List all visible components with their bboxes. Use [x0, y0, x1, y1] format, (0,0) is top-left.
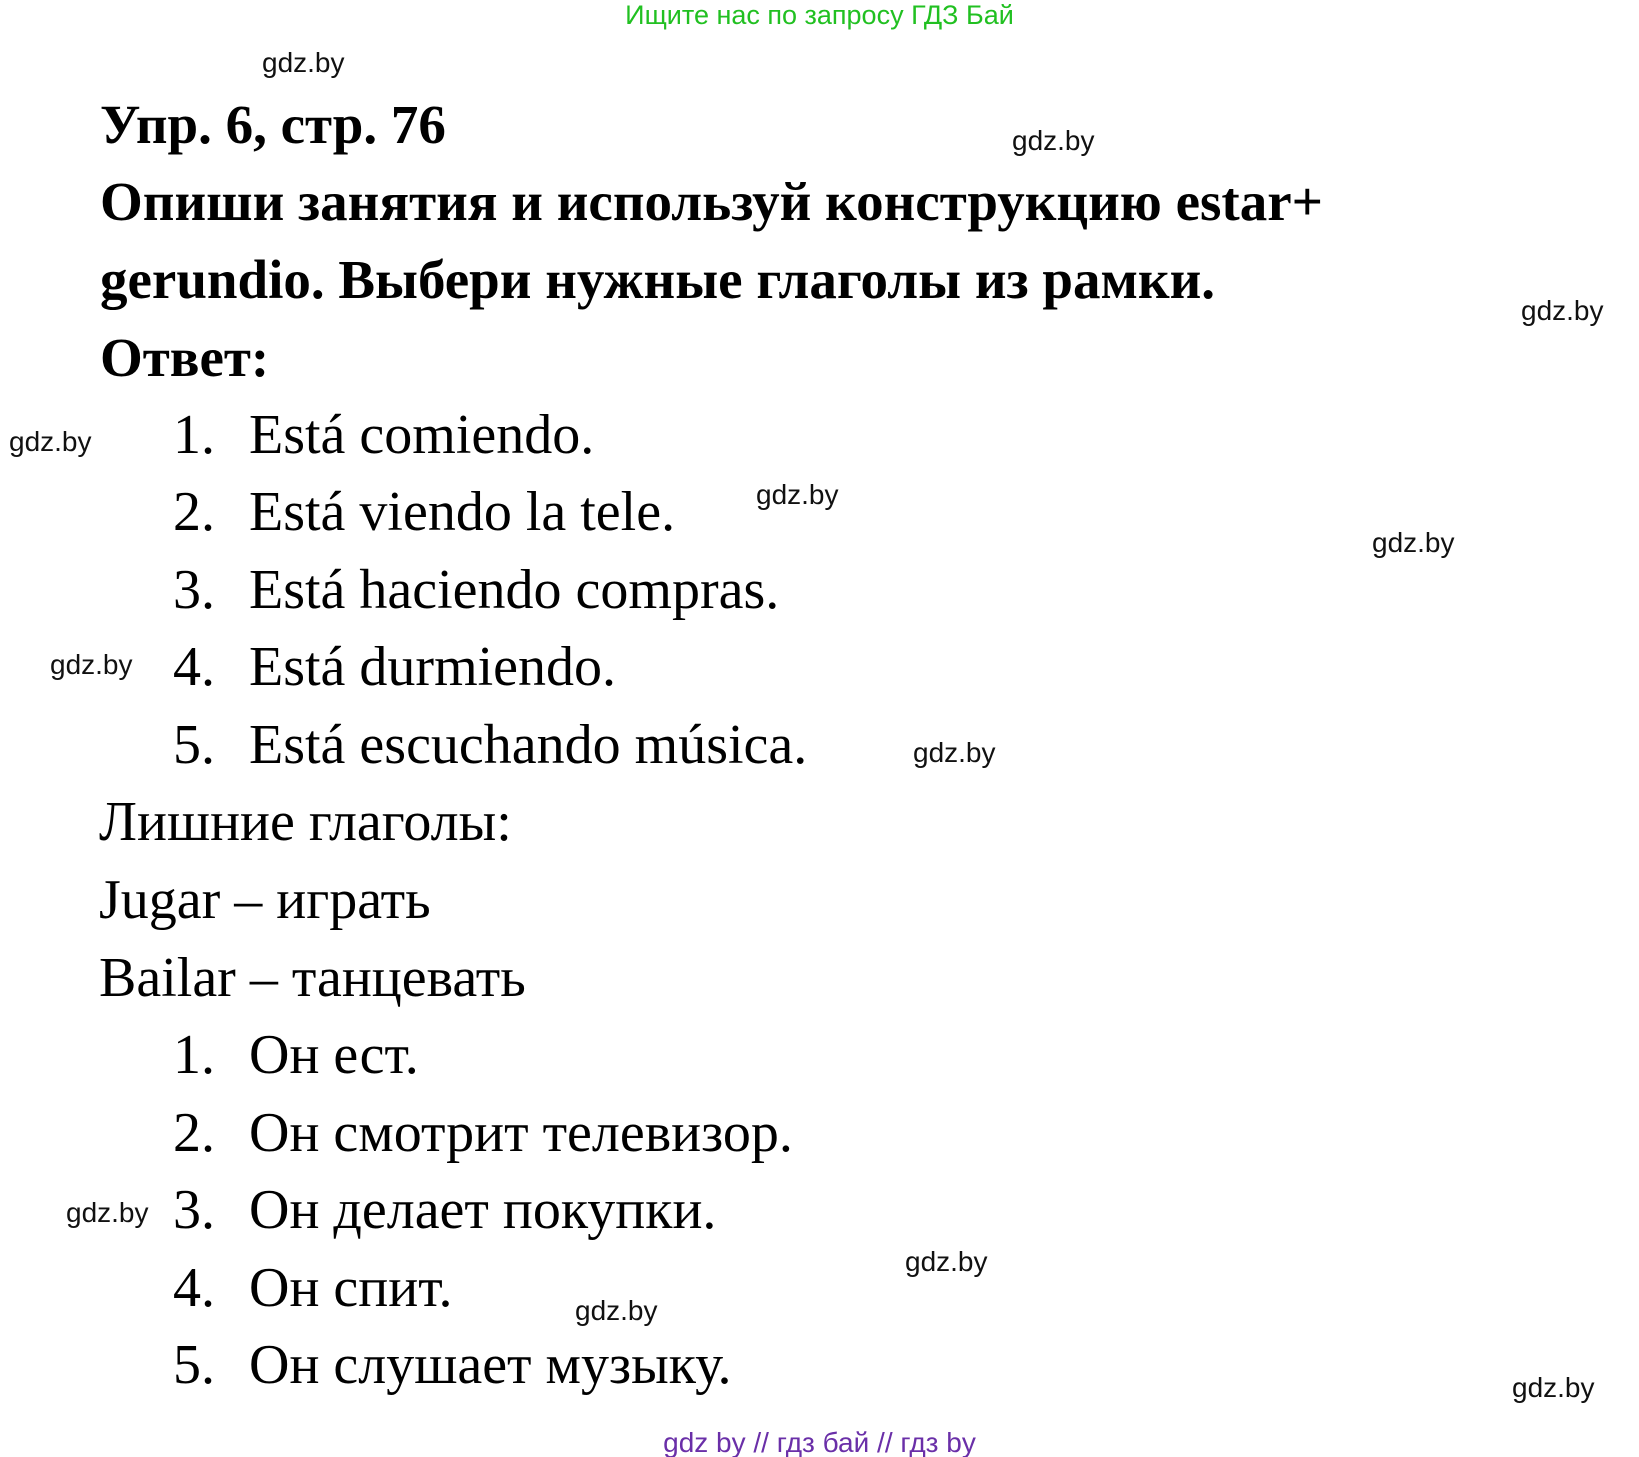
watermark: gdz.by: [575, 1295, 658, 1326]
list-number: 5.: [173, 1334, 215, 1396]
list-number: 4.: [173, 636, 215, 698]
watermark: gdz.by: [905, 1246, 988, 1277]
task-text-line-2: gerundio. Выбери нужные глаголы из рамки.: [100, 249, 1216, 310]
list-number: 1.: [173, 404, 215, 466]
watermark: gdz.by: [262, 47, 345, 78]
watermark: gdz.by: [1521, 295, 1604, 326]
watermark: gdz.by: [1512, 1372, 1595, 1403]
russian-translation-item: Он делает покупки.: [249, 1179, 717, 1241]
list-number: 3.: [173, 1179, 215, 1241]
footer-links[interactable]: gdz by // гдз бай // гдз by: [663, 1427, 976, 1457]
spanish-answer-item: Está escuchando música.: [249, 714, 808, 776]
watermark: gdz.by: [756, 479, 839, 510]
spanish-answer-item: Está haciendo compras.: [249, 559, 780, 621]
watermark: gdz.by: [9, 426, 92, 457]
watermark: gdz.by: [1012, 125, 1095, 156]
list-number: 2.: [173, 481, 215, 543]
spanish-answer-item: Está viendo la tele.: [249, 481, 676, 543]
watermark: gdz.by: [50, 649, 133, 680]
russian-translation-item: Он смотрит телевизор.: [249, 1102, 793, 1164]
watermark: gdz.by: [913, 737, 996, 768]
watermark: gdz.by: [1372, 527, 1455, 558]
list-number: 2.: [173, 1102, 215, 1164]
spanish-answer-item: Está comiendo.: [249, 404, 595, 466]
watermark: gdz.by: [66, 1197, 149, 1228]
answer-label: Ответ:: [100, 327, 270, 388]
task-text-line-1: Опиши занятия и используй конструкцию estar+: [100, 171, 1323, 232]
russian-translation-item: Он слушает музыку.: [249, 1334, 732, 1396]
top-banner-link[interactable]: Ищите нас по запросу ГДЗ Бай: [625, 0, 1014, 30]
list-number: 1.: [173, 1024, 215, 1086]
extra-verb-item: Bailar – танцевать: [99, 947, 526, 1009]
list-number: 3.: [173, 559, 215, 621]
extra-verb-item: Jugar – играть: [99, 869, 431, 931]
list-number: 4.: [173, 1257, 215, 1319]
extra-verbs-label: Лишние глаголы:: [99, 791, 512, 853]
russian-translation-item: Он ест.: [249, 1024, 419, 1086]
exercise-title: Упр. 6, стр. 76: [100, 94, 446, 155]
russian-translation-item: Он спит.: [249, 1257, 453, 1319]
spanish-answer-item: Está durmiendo.: [249, 636, 617, 698]
list-number: 5.: [173, 714, 215, 776]
